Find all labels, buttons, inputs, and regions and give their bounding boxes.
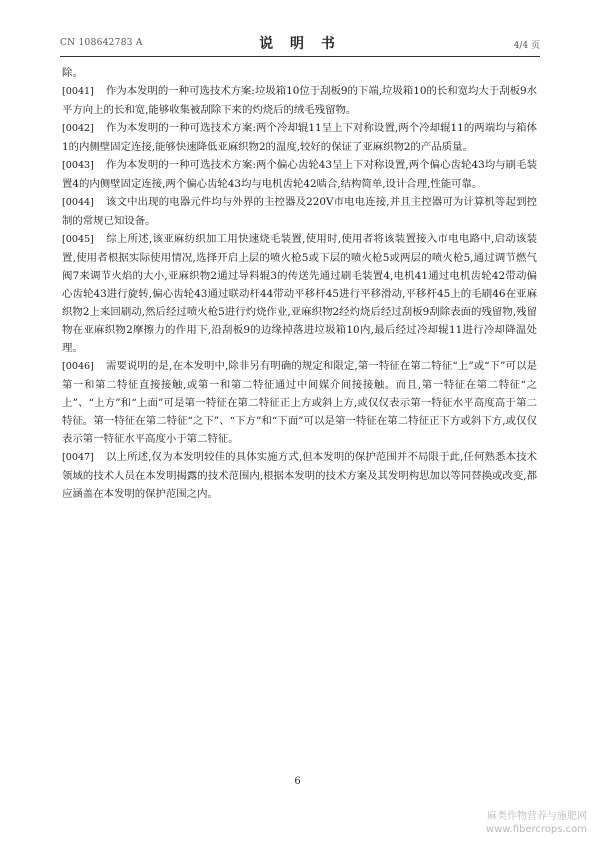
continuation-text: 除。 xyxy=(62,67,83,79)
paragraph-text: 该文中出现的电器元件均与外界的主控器及220V市电电连接,并且主控器可为计算机等起到控制的常规已知设备。 xyxy=(62,196,537,227)
paragraph-text: 作为本发明的一种可选技术方案:两个偏心齿轮43呈上下对称设置,两个偏心齿轮43均与刷毛装置4的内侧壁固定连接,两个偏心齿轮43均与电机齿轮42啮合,结构简单,设计合理,性能可靠。 xyxy=(62,159,537,190)
paragraph-text: 以上所述,仅为本发明较佳的具体实施方式,但本发明的保护范围并不局限于此,任何熟悉本技术领域的技术人员在本发明揭露的技术范围内,根据本发明的技术方案及其发明构思加以等同替换或改变,都应涵盖在本发明的保护范围之内。 xyxy=(62,451,537,500)
paragraph-number: [0046] xyxy=(62,361,94,372)
header-divider xyxy=(60,56,540,57)
paragraph-text: 作为本发明的一种可选技术方案:垃圾箱10位于刮板9的下端,垃圾箱10的长和宽均大于刮板9水平方向上的长和宽,能够收集被刮除下来的灼烧后的绒毛残留物。 xyxy=(62,85,537,116)
document-title: 说 明 书 xyxy=(259,36,341,52)
paragraph-text: 需要说明的是,在本发明中,除非另有明确的规定和限定,第一特征在第二特征“上”或“下”可以是第一和第二特征直接接触,或第一和第二特征通过中间媒介间接接触。而且,第一特征在第二特征“之上”、“上方”和“上面”可是第一特征在第二特征正上方或斜上方,或仅仅表示第一特征水平高度高于第二特征。第一特征在第二特征“之下”、“下方”和“下面”可以是第一特征在第二特征正下方或斜下方,或仅仅表示第一特征水平高度小于第二特征。 xyxy=(62,360,537,445)
paragraph-number: [0047] xyxy=(62,452,94,463)
paragraph xyxy=(62,448,537,503)
paragraph xyxy=(62,193,537,230)
document-body xyxy=(62,64,537,503)
page-header xyxy=(60,28,540,54)
paragraph-number: [0042] xyxy=(62,123,94,134)
paragraph xyxy=(62,119,537,156)
paragraph-number: [0044] xyxy=(62,197,94,208)
paragraph-text: 作为本发明的一种可选技术方案:两个冷却辊11呈上下对称设置,两个冷却辊11的两端均与箱体1的内侧壁固定连接,能够快速降低亚麻织物2的温度,较好的保证了亚麻织物2的产品质量。 xyxy=(62,122,537,153)
watermark-line-2: www.fibercrops.com xyxy=(485,824,587,835)
patent-number: CN 108642783 A xyxy=(60,38,143,48)
paragraph-list xyxy=(62,82,537,503)
watermark-line-1: 麻类作物营养与施肥网 xyxy=(487,811,587,822)
paragraph-text: 综上所述,该亚麻纺织加工用快速烧毛装置,使用时,使用者将该装置接入市电电路中,启动该装置,使用者根据实际使用情况,选择开启上层的喷火枪5或下层的喷火枪5或两层的喷火枪5,通过调节燃气阀7来调节火焰的大小,亚麻织物2通过导料辊3的传送先通过刷毛装置4,电机41通过电机齿轮42带动偏心齿轮43进行旋转,偏心齿轮43通过联动杆44带动平移杆45进行平移滑动,平移杆45上的毛刷46在亚麻织物2上来回刷动,然后经过喷火枪5进行灼烧作业,亚麻织物2经灼烧后经过刮板9刮除表面的残留物,残留物在亚麻织物2摩擦力的作用下,沿刮板9的边缘掉落进垃圾箱10内,最后经过冷却辊11进行冷却降温处理。 xyxy=(62,233,537,354)
watermark xyxy=(486,810,587,836)
paragraph xyxy=(62,357,537,448)
page-indicator: 4/4 页 xyxy=(513,41,540,51)
page-number: 6 xyxy=(294,776,301,787)
paragraph-number: [0043] xyxy=(62,160,94,171)
paragraph-number: [0045] xyxy=(62,234,94,245)
paragraph-number: [0041] xyxy=(62,86,94,97)
paragraph xyxy=(62,230,537,357)
paragraph xyxy=(62,82,537,119)
paragraph xyxy=(62,156,537,193)
